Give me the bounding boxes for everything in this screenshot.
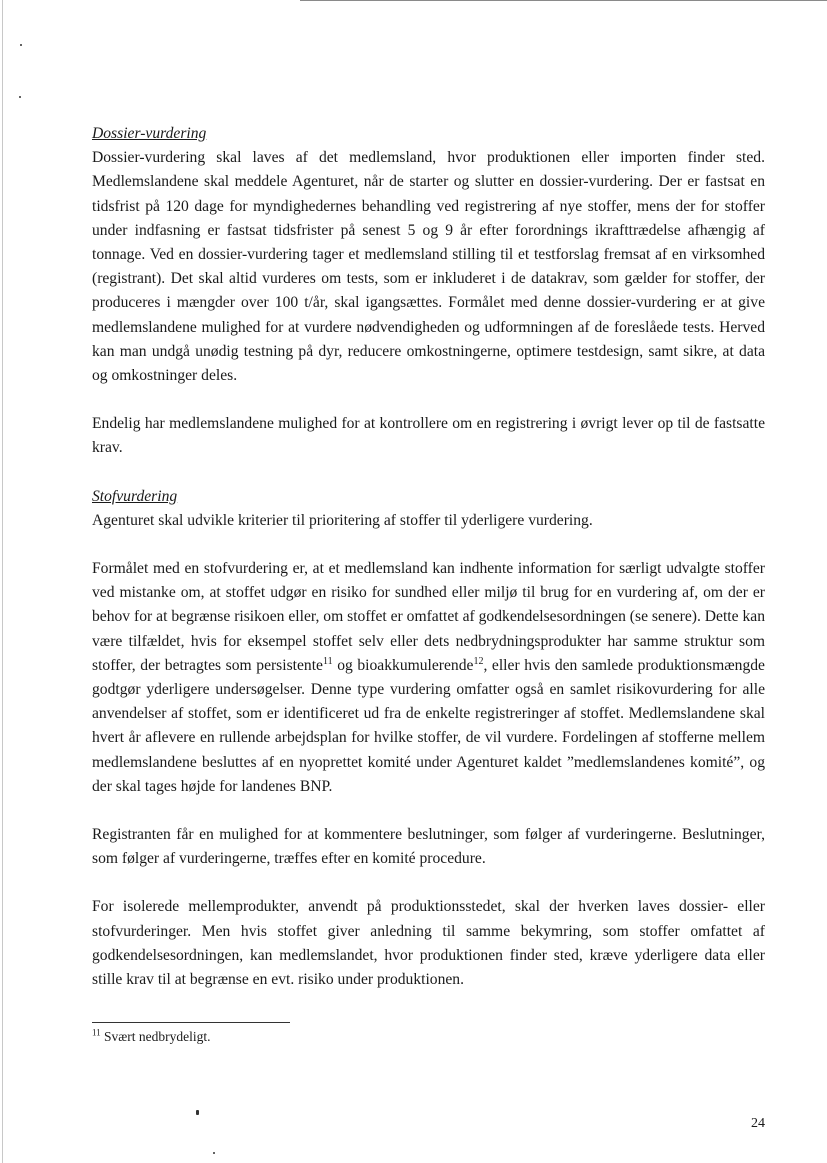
paragraph: For isolerede mellemprodukter, anvendt på produktionsstedet, skal der hverken laves dossier- eller stofvurderinger. Men hvis stoffet giver anledning til samme bekymring, som stoffer omfattet af godkendelsesordningen, kan medlemslandet, hvor produktionen finder sted, kræve yderligere data eller stille krav til at begrænse en evt. risiko under produktionen.: [92, 898, 765, 989]
paragraph-text: og bioakkumulerende: [332, 656, 474, 674]
footnote-text: Svært nedbrydeligt.: [100, 1029, 211, 1044]
scan-speck: [213, 1152, 215, 1154]
paragraph-text: , eller hvis den samlede produktionsmængde godtgør yderligere undersøgelser. Denne type vurdering omfatter også en samlet risikovurdering for alle anvendelser af stoffet, som er identificeret ud fra de enkelte registreringer af stoffet. Medlemslandene skal hvert år aflevere en rullende arbejdsplan for hvilke stoffer, de vil vurdere. Fordelingen af stofferne mellem medlemslandene besluttes af en nyoprettet komité under Agenturet kaldet ”medlemslandenes komité”, og der skal tages højde for landenes BNP.: [92, 656, 765, 795]
section-heading-dossier: Dossier-vurdering: [92, 125, 207, 142]
scan-speck: [196, 1110, 199, 1115]
section-heading-stofvurdering: Stofvurdering: [92, 487, 178, 505]
scan-speck: [20, 44, 22, 46]
scan-edge-line: [300, 0, 827, 1]
footnote-ref: 12: [473, 655, 484, 667]
paragraph: Dossier-vurdering skal laves af det medlemsland, hvor produktionen eller importen finder sted. Medlemslandene skal meddele Agenturet, når de starter og slutter en dossier-vurdering. Der er fastsat en tidsfrist på 120 dage for myndighedernes behandling ved registrering af nye stoffer, mens der for stoffer under indfasning er fastsat tidsfrister på senest 5 og 9 år efter forordnings ikrafttrædelse afhængig af tonnage. Ved en dossier-vurdering tager et medlemsland stilling til et testforslag fremsat af en virksomhed (registrant). Det skal altid vurderes om tests, som er inkluderet i de datakrav, som gælder for stoffer, der produceres i mængder over 100 t/år, skal igangsættes. Formålet med denne dossier-vurdering er at give medlemslandene mulighed for at vurdere nødvendigheden og udformningen af de foreslåede tests. Herved kan man undgå unødig testning på dyr, reducere omkostningerne, optimere testdesign, samt sikre, at data og omkostninger deles.: [92, 149, 765, 385]
footnote-ref: 11: [322, 655, 333, 667]
paragraph: [92, 557, 765, 799]
footnote-marker: 11: [92, 1027, 101, 1038]
paragraph: Endelig har medlemslandene mulighed for at kontrollere om en registrering i øvrigt lever op til de fastsatte krav.: [92, 415, 765, 457]
paragraph-text: Formålet med en stofvurdering er, at et medlemsland kan indhente information for særligt udvalgte stoffer ved mistanke om, at stoffet udgør en risiko for sundhed eller miljø til brug for en vurdering af, om der er behov for at begrænse risikoen eller, om stoffet er omfattet af godkendelsesordningen (se senere). Dette kan være tilfældet, hvis for eksempel stoffet selv eller dets nedbrydningsprodukter har samme struktur som stoffer, der betragtes som persistente: [92, 560, 765, 674]
footnote-divider: [92, 1022, 290, 1023]
paragraph: Registranten får en mulighed for at kommentere beslutninger, som følger af vurderingerne. Beslutninger, som følger af vurderingerne, træffes efter en komité procedure.: [92, 826, 765, 868]
page-number: 24: [751, 1116, 765, 1131]
scan-speck: [19, 96, 21, 98]
footnote: [92, 1028, 211, 1046]
scan-left-edge: [2, 0, 3, 1163]
paragraph: Agenturet skal udvikle kriterier til prioritering af stoffer til yderligere vurdering.: [92, 511, 593, 529]
page-content: [92, 122, 765, 992]
